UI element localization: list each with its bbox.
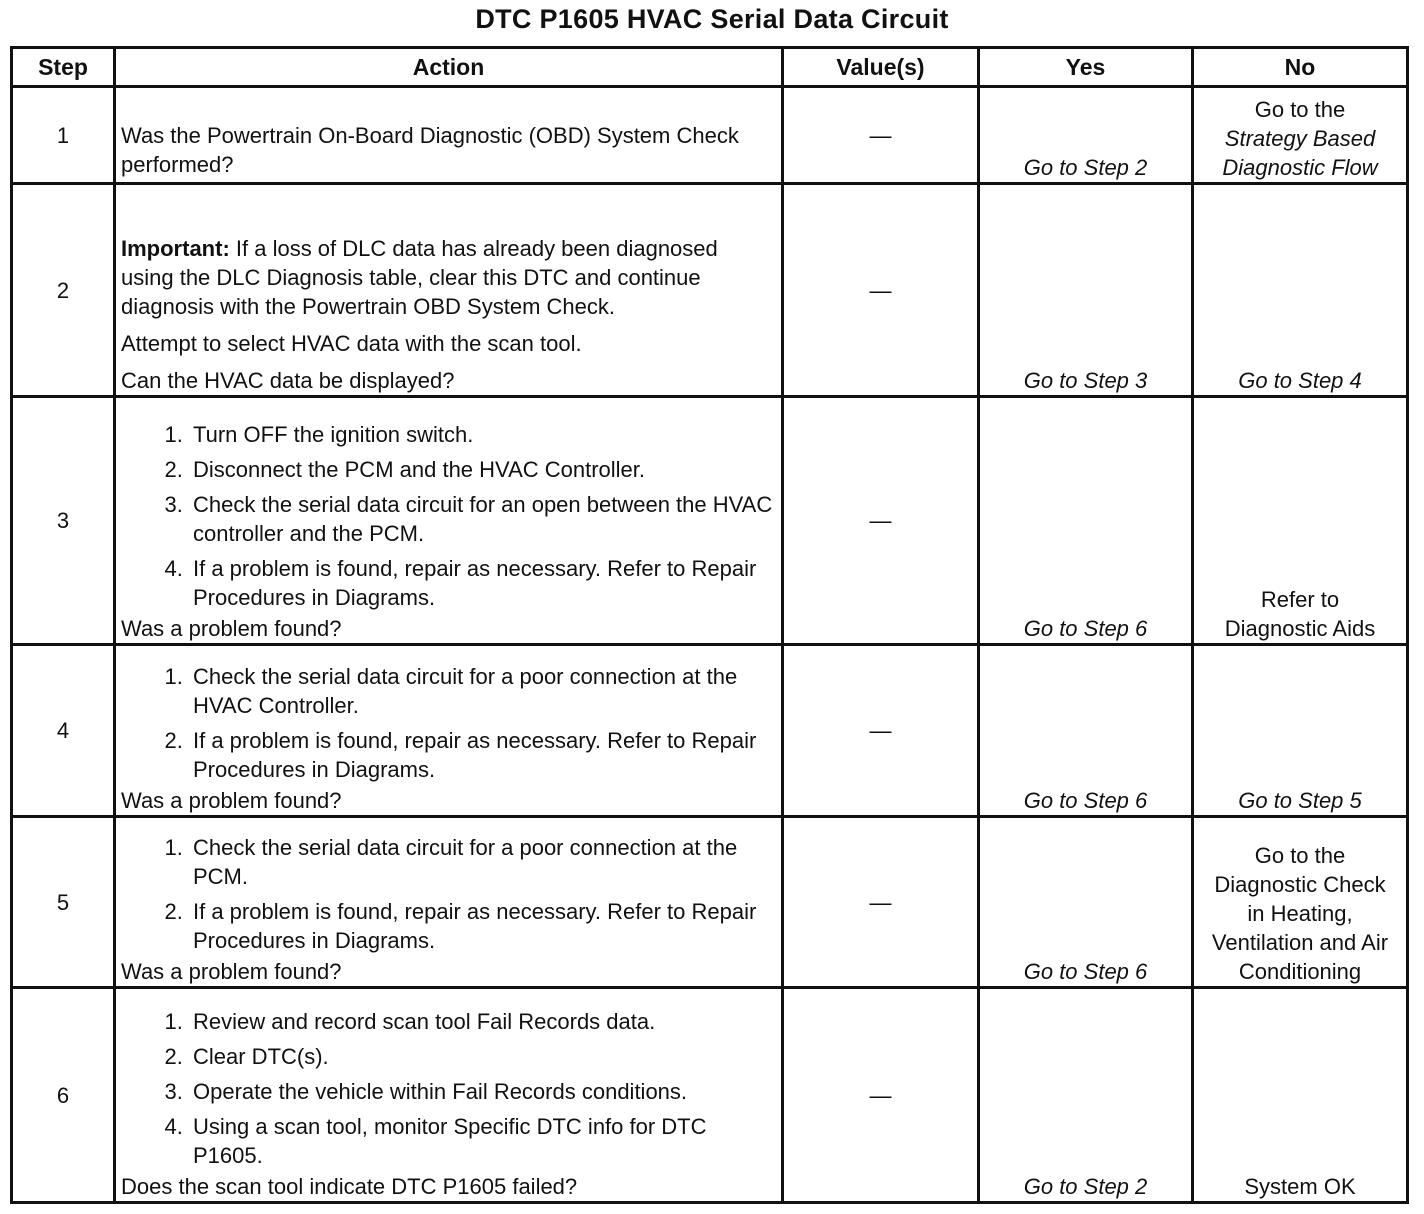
no-line: Go to the [1254, 97, 1346, 122]
no-line: Diagnostic Flow [1222, 155, 1378, 180]
question-text: Does the scan tool indicate DTC P1605 failed? [121, 1174, 578, 1199]
no-action [1193, 817, 1408, 988]
question-text: Was a problem found? [121, 788, 342, 813]
step-number: 6 [12, 988, 115, 1203]
no-action [1193, 87, 1408, 184]
list-item: 4. If a problem is found, repair as necessary. Refer to Repair Procedures in Diagrams. [189, 554, 776, 612]
no-line: in Heating, [1247, 901, 1353, 926]
list-item: 1. Check the serial data circuit for a poor connection at the HVAC Controller. [189, 662, 776, 720]
list-item: 4. Using a scan tool, monitor Specific DTC info for DTC P1605. [189, 1112, 776, 1170]
header-step: Step [12, 48, 115, 87]
header-action: Action [115, 48, 783, 87]
no-action: Go to Step 5 [1193, 645, 1408, 817]
list-item: 3. Check the serial data circuit for an open between the HVAC controller and the PCM. [189, 490, 776, 548]
no-line: Strategy Based [1224, 126, 1376, 151]
important-note [121, 234, 776, 321]
value-cell: — [783, 87, 979, 184]
table-row [12, 988, 1408, 1203]
page-title: DTC P1605 HVAC Serial Data Circuit [475, 4, 949, 34]
step-number: 1 [12, 87, 115, 184]
procedure-list [121, 1007, 776, 1170]
value-cell: — [783, 988, 979, 1203]
no-line: Go to the [1254, 843, 1346, 868]
step-number: 5 [12, 817, 115, 988]
yes-action: Go to Step 3 [979, 184, 1193, 397]
no-action: Go to Step 4 [1193, 184, 1408, 397]
action-cell [115, 87, 783, 184]
list-item: 1. Check the serial data circuit for a poor connection at the PCM. [189, 833, 776, 891]
no-line: Diagnostic Check [1214, 872, 1386, 897]
procedure-list [121, 833, 776, 955]
action-cell [115, 645, 783, 817]
procedure-list [121, 662, 776, 784]
header-no: No [1193, 48, 1408, 87]
header-row [12, 48, 1408, 87]
important-text: If a loss of DLC data has already been diagnosed using the DLC Diagnosis table, clear this DTC and continue diagnosis with the Powertrain OBD System Check. [121, 236, 718, 319]
list-item: 2. Clear DTC(s). [189, 1042, 776, 1071]
no-line: Diagnostic Aids [1224, 616, 1376, 641]
instruction-text: Attempt to select HVAC data with the scan tool. [121, 331, 582, 356]
procedure-list [121, 420, 776, 612]
list-item: 1. Review and record scan tool Fail Records data. [189, 1007, 776, 1036]
yes-action: Go to Step 2 [979, 988, 1193, 1203]
value-cell: — [783, 397, 979, 645]
action-cell [115, 184, 783, 397]
question-text: Can the HVAC data be displayed? [121, 368, 455, 393]
action-cell [115, 397, 783, 645]
list-item: 1. Turn OFF the ignition switch. [189, 420, 776, 449]
question-text: Was the Powertrain On-Board Diagnostic (OBD) System Check performed? [121, 123, 739, 177]
step-number: 4 [12, 645, 115, 817]
table-row [12, 397, 1408, 645]
no-line: Refer to [1260, 587, 1340, 612]
list-item: 2. If a problem is found, repair as necessary. Refer to Repair Procedures in Diagrams. [189, 897, 776, 955]
header-yes: Yes [979, 48, 1193, 87]
list-item: 3. Operate the vehicle within Fail Records conditions. [189, 1077, 776, 1106]
table-row [12, 817, 1408, 988]
table-row [12, 645, 1408, 817]
yes-action: Go to Step 6 [979, 645, 1193, 817]
question-text: Was a problem found? [121, 616, 342, 641]
table-row [12, 87, 1408, 184]
header-values: Value(s) [783, 48, 979, 87]
diagnostic-table [10, 46, 1409, 1204]
no-line: Conditioning [1238, 959, 1362, 984]
yes-action: Go to Step 6 [979, 397, 1193, 645]
no-action: System OK [1193, 988, 1408, 1203]
question-text: Was a problem found? [121, 959, 342, 984]
list-item: 2. If a problem is found, repair as necessary. Refer to Repair Procedures in Diagrams. [189, 726, 776, 784]
action-cell [115, 988, 783, 1203]
table-row [12, 184, 1408, 397]
no-action [1193, 397, 1408, 645]
value-cell: — [783, 817, 979, 988]
value-cell: — [783, 645, 979, 817]
value-cell: — [783, 184, 979, 397]
no-line: Ventilation and Air [1211, 930, 1389, 955]
yes-action: Go to Step 6 [979, 817, 1193, 988]
action-cell [115, 817, 783, 988]
step-number: 3 [12, 397, 115, 645]
important-label: Important: [121, 236, 230, 261]
step-number: 2 [12, 184, 115, 397]
list-item: 2. Disconnect the PCM and the HVAC Controller. [189, 455, 776, 484]
yes-action: Go to Step 2 [979, 87, 1193, 184]
